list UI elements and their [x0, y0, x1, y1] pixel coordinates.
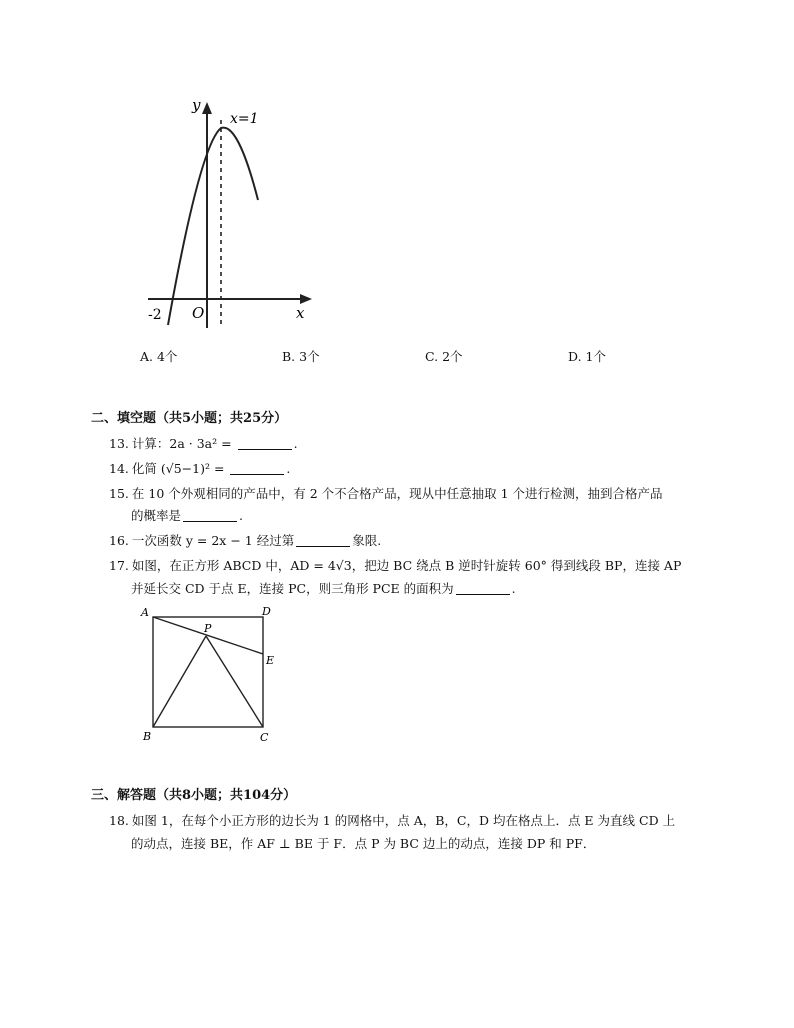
parabola-figure: [140, 90, 330, 335]
symmetry-label: x=1: [230, 111, 259, 127]
option-a: A. 4个: [140, 349, 178, 364]
answer-blank: [238, 437, 292, 450]
section-2-title: 二、填空题（共5小题；共25分）: [91, 411, 288, 426]
question-15-cont: 的概率是 .: [131, 508, 243, 523]
section-3-title: 三、解答题（共8小题；共104分）: [91, 788, 297, 803]
point-b-label: B: [143, 730, 152, 743]
option-b: B. 3个: [282, 349, 320, 364]
question-18-cont: 的动点，连接 BE，作 AF ⊥ BE 于 F．点 P 为 BC 边上的动点，连接 DP 和 PF．: [131, 836, 596, 851]
question-16: 16. 一次函数 y = 2x − 1 经过第 象限.: [109, 533, 382, 548]
parabola-curve: [168, 128, 258, 325]
answer-blank: [183, 509, 237, 522]
point-a-label: A: [141, 606, 149, 619]
question-13: 13. 计算：2a · 3a² = .: [109, 436, 298, 451]
origin-label: O: [192, 304, 205, 322]
segment-bp: [153, 636, 206, 727]
option-c: C. 2个: [425, 349, 463, 364]
point-c-label: C: [260, 731, 269, 744]
point-e-label: E: [266, 654, 275, 667]
intercept-label: -2: [148, 307, 162, 323]
question-17: 17. 如图，在正方形 ABCD 中，AD = 4√3，把边 BC 绕点 B 逆时针旋转 60° 得到线段 BP，连接 AP: [109, 558, 682, 573]
x-axis-arrow: [300, 294, 312, 304]
question-14: 14. 化简 (√5−1)² = .: [109, 461, 291, 476]
answer-blank: [456, 582, 510, 595]
point-d-label: D: [262, 605, 271, 618]
segment-pc: [206, 636, 263, 727]
point-p-label: P: [204, 622, 212, 635]
question-18: 18. 如图 1，在每个小正方形的边长为 1 的网格中，点 A，B，C，D 均在格点上．点 E 为直线 CD 上: [109, 813, 676, 828]
option-d: D. 1个: [568, 349, 606, 364]
answer-blank: [296, 534, 350, 547]
y-axis-arrow: [202, 102, 212, 114]
square-figure: [138, 602, 288, 747]
question-17-cont: 并延长交 CD 于点 E，连接 PC，则三角形 PCE 的面积为 .: [131, 581, 516, 596]
y-axis-label: y: [192, 96, 201, 114]
x-axis-label: x: [296, 304, 305, 322]
answer-blank: [230, 462, 284, 475]
question-15: 15. 在 10 个外观相同的产品中，有 2 个不合格产品，现从中任意抽取 1 个进行检测，抽到合格产品: [109, 486, 663, 501]
